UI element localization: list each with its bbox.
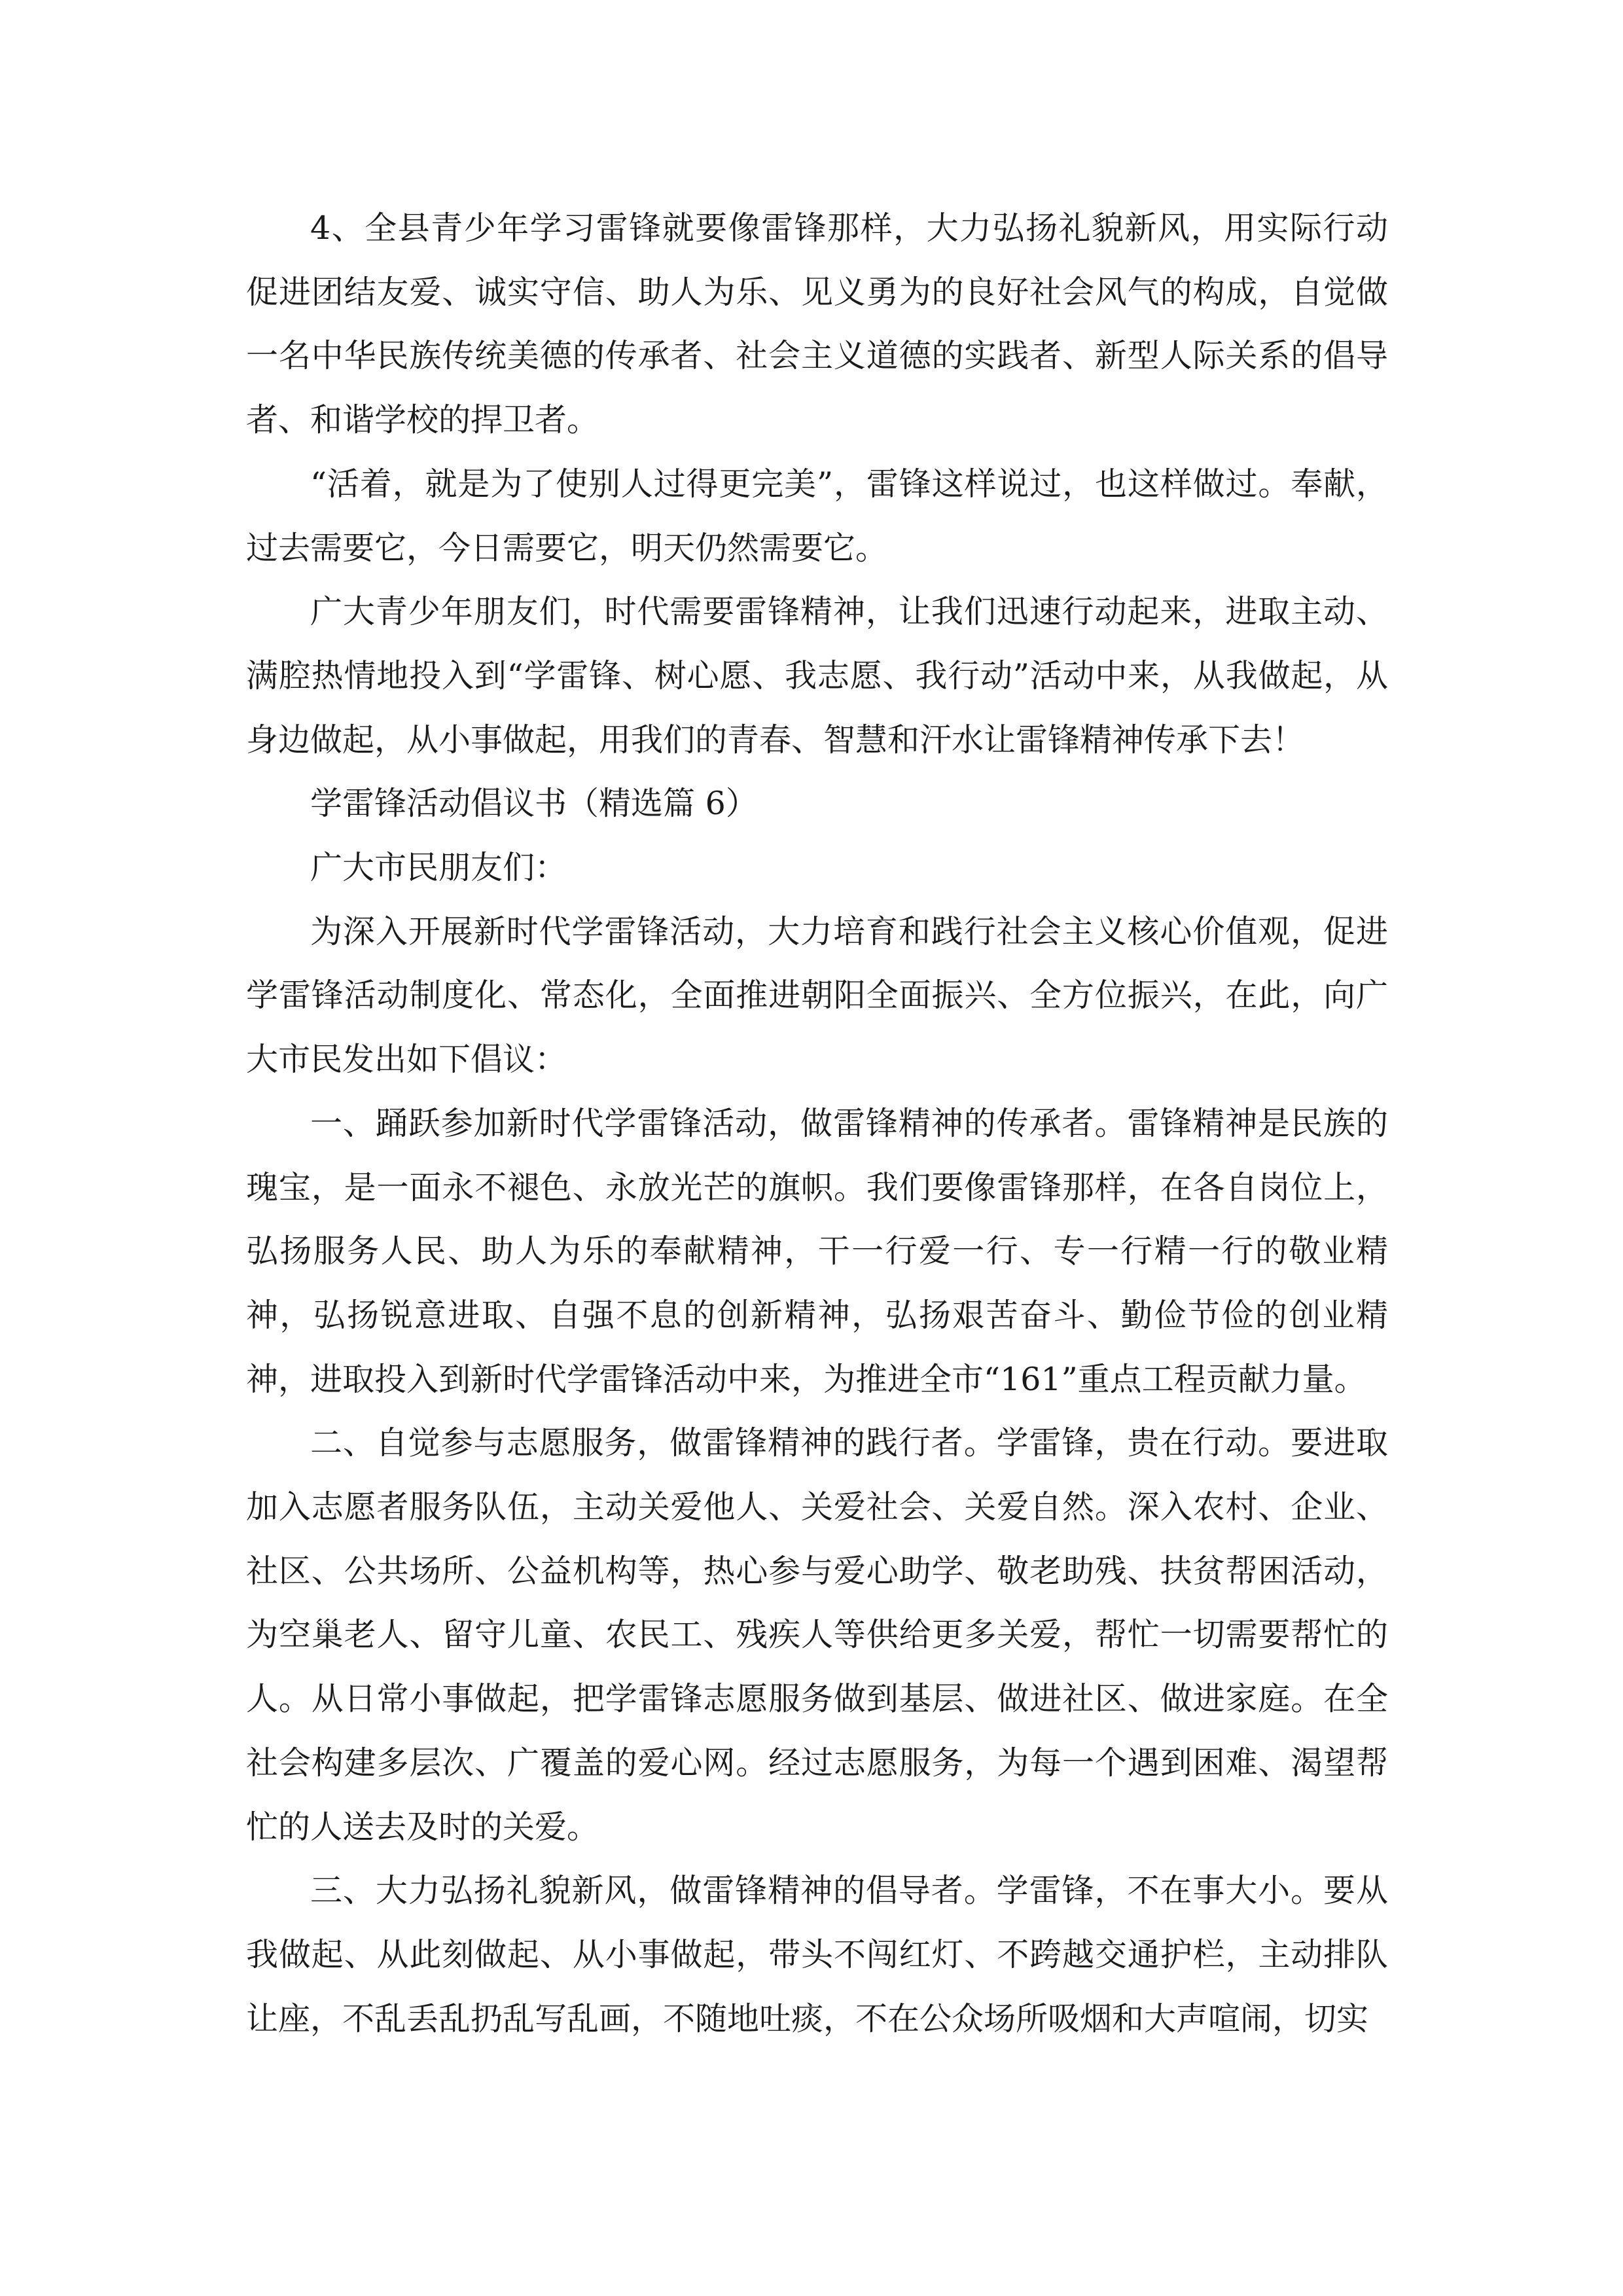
paragraph-point-three: 三、大力弘扬礼貌新风，做雷锋精神的倡导者。学雷锋，不在事大小。要从我做起、从此刻做起、从小事做起，带头不闯红灯、不跨越交通护栏，主动排队让座，不乱丢乱扔乱写乱画，不随地吐痰，不在公众场所吸烟和大声喧闹，切实: [246, 1872, 1388, 2037]
paragraph-intro: 为深入开展新时代学雷锋活动，大力培育和践行社会主义核心价值观，促进学雷锋活动制度化、常态化，全面推进朝阳全面振兴、全方位振兴，在此，向广大市民发出如下倡议：: [246, 912, 1388, 1079]
section-heading: 学雷锋活动倡议书（精选篇 6）: [310, 785, 758, 823]
paragraph-item-4: 4、全县青少年学习雷锋就要像雷锋那样，大力弘扬礼貌新风，用实际行动促进团结友爱、诚实守信、助人为乐、见义勇为的良好社会风气的构成，自觉做一名中华民族传统美德的传承者、社会主义道德的实践者、新型人际关系的倡导者、和谐学校的捍卫者。: [246, 209, 1388, 439]
paragraph-quote-dedication: “活着，就是为了使别人过得更完美”，雷锋这样说过，也这样做过。奉献，过去需要它，今日需要它，明天仍然需要它。: [246, 465, 1388, 567]
document-body: [246, 196, 1388, 2051]
paragraph-point-one: 一、踊跃参加新时代学雷锋活动，做雷锋精神的传承者。雷锋精神是民族的瑰宝，是一面永不褪色、永放光芒的旗帜。我们要像雷锋那样，在各自岗位上，弘扬服务人民、助人为乐的奉献精神，干一行爱一行、专一行精一行的敬业精神，弘扬锐意进取、自强不息的创新精神，弘扬艰苦奋斗、勤俭节俭的创业精神，进取投入到新时代学雷锋活动中来，为推进全市“161”重点工程贡献力量。: [246, 1104, 1388, 1398]
salutation: 广大市民朋友们：: [310, 849, 567, 887]
paragraph-call-to-youth: 广大青少年朋友们，时代需要雷锋精神，让我们迅速行动起来，进取主动、满腔热情地投入到“学雷锋、树心愿、我志愿、我行动”活动中来，从我做起，从身边做起，从小事做起，用我们的青春、智慧和汗水让雷锋精神传承下去！: [246, 593, 1388, 759]
paragraph-point-two: 二、自觉参与志愿服务，做雷锋精神的践行者。学雷锋，贵在行动。要进取加入志愿者服务队伍，主动关爱他人、关爱社会、关爱自然。深入农村、企业、社区、公共场所、公益机构等，热心参与爱心助学、敬老助残、扶贫帮困活动，为空巢老人、留守儿童、农民工、残疾人等供给更多关爱，帮忙一切需要帮忙的人。从日常小事做起，把学雷锋志愿服务做到基层、做进社区、做进家庭。在全社会构建多层次、广覆盖的爱心网。经过志愿服务，为每一个遇到困难、渴望帮忙的人送去及时的关爱。: [246, 1424, 1388, 1846]
